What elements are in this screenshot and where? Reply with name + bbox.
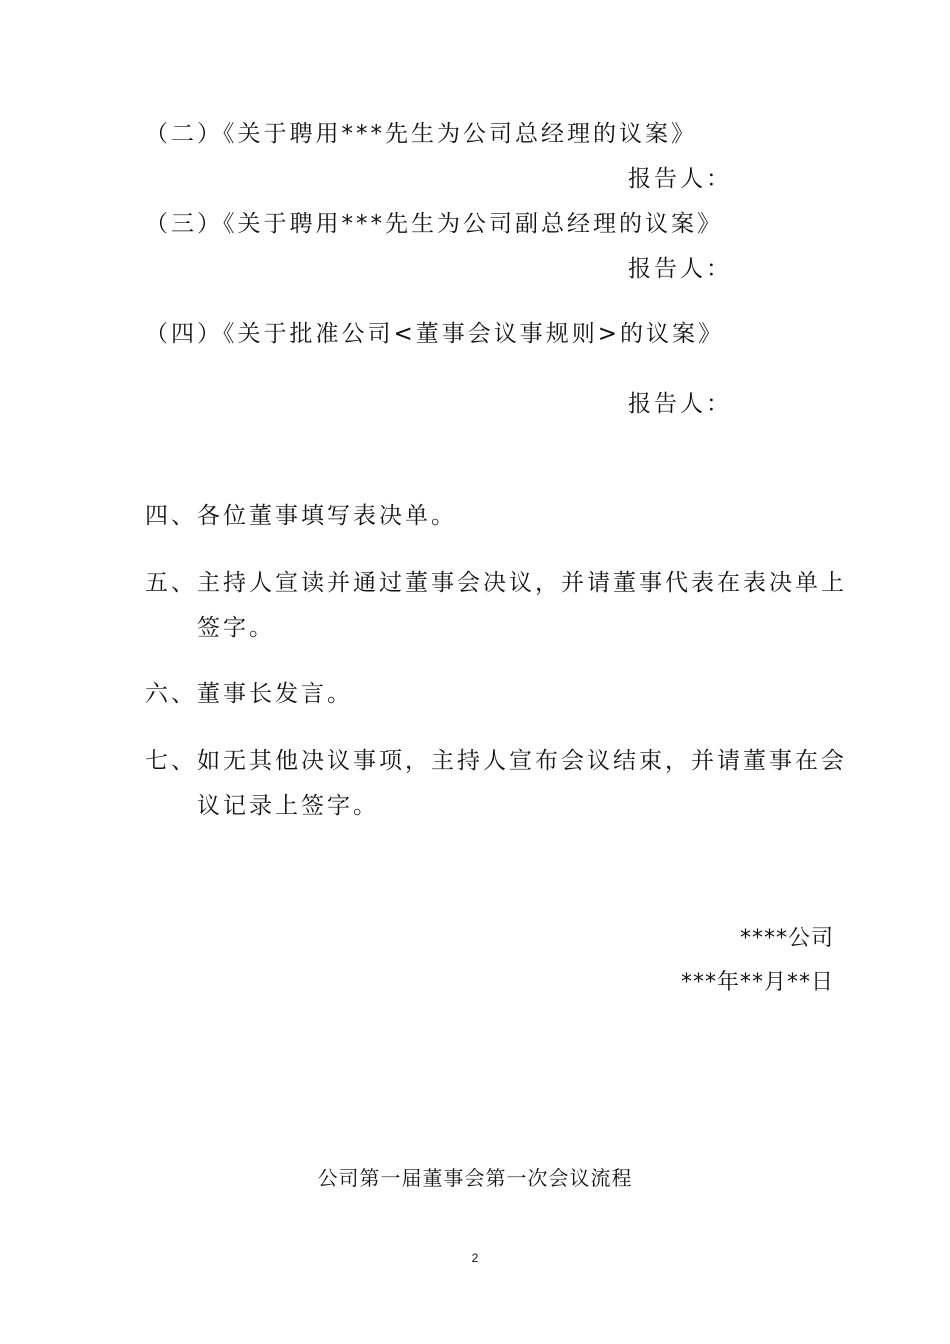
step-6: 六、董事长发言。 bbox=[145, 681, 353, 707]
step-5-line2: 签字。 bbox=[197, 615, 275, 641]
page-number: 2 bbox=[471, 1251, 479, 1265]
agenda-item-4-reporter: 报告人： bbox=[628, 391, 732, 417]
agenda-item-3-title: （三）《关于聘用***先生为公司副总经理的议案》 bbox=[145, 211, 723, 237]
signature-date: ***年**月**日 bbox=[680, 970, 834, 995]
agenda-item-2-title: （二）《关于聘用***先生为公司总经理的议案》 bbox=[145, 121, 697, 147]
signature-company: ****公司 bbox=[739, 926, 834, 951]
agenda-item-4-title: （四）《关于批准公司<董事会议事规则>的议案》 bbox=[145, 321, 725, 347]
agenda-item-3-reporter: 报告人： bbox=[628, 256, 732, 282]
footer-title: 公司第一届董事会第一次会议流程 bbox=[317, 1166, 633, 1190]
step-7-line2: 议记录上签字。 bbox=[197, 793, 379, 819]
step-7-line1: 七、如无其他决议事项，主持人宣布会议结束，并请董事在会 bbox=[145, 748, 847, 774]
step-4: 四、各位董事填写表决单。 bbox=[145, 503, 457, 529]
agenda-item-2-reporter: 报告人： bbox=[628, 166, 732, 192]
step-5-line1: 五、主持人宣读并通过董事会决议，并请董事代表在表决单上 bbox=[145, 570, 847, 596]
